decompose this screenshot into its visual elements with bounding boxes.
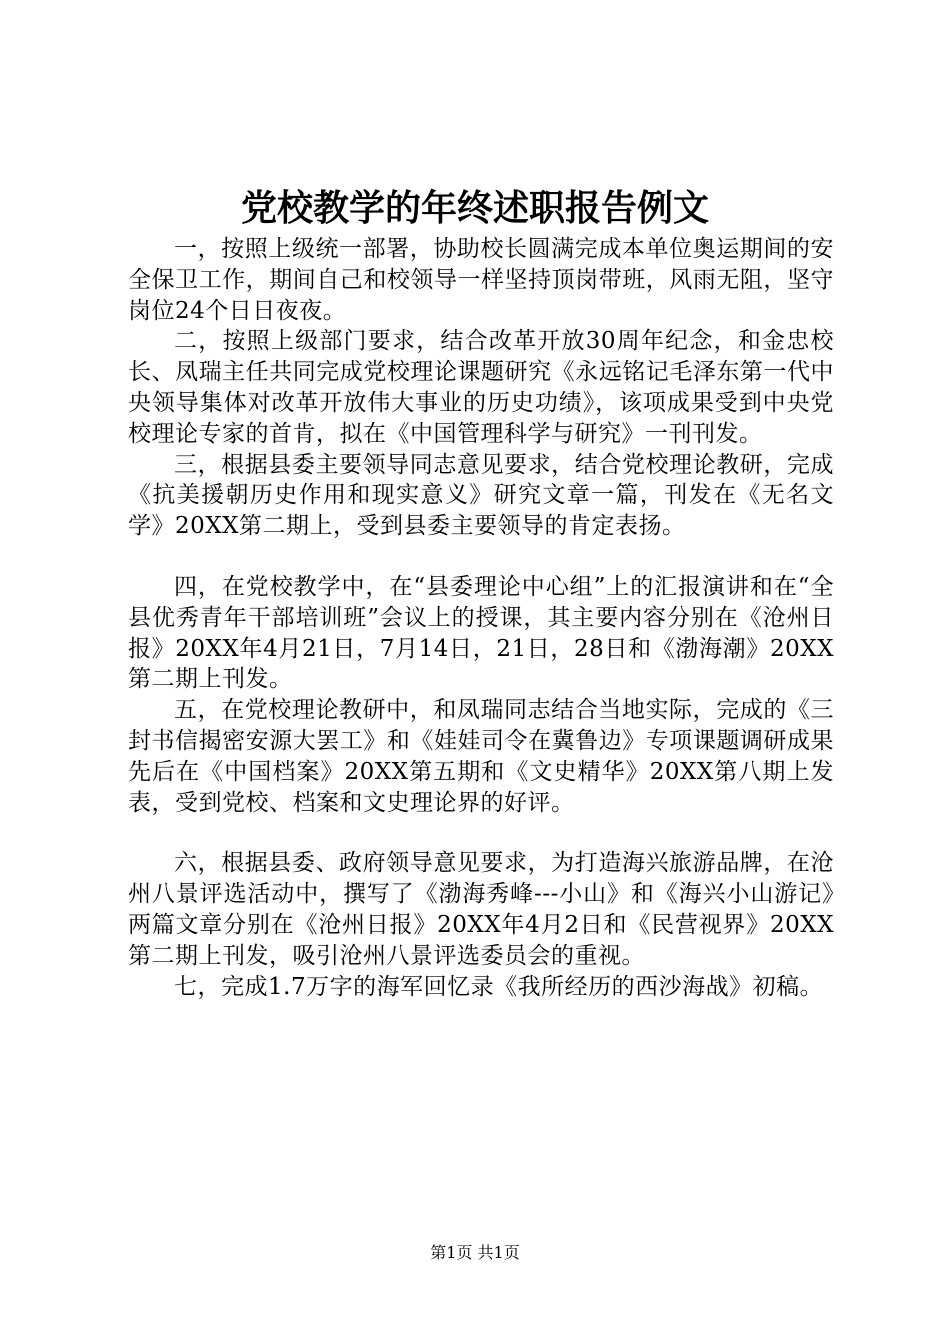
- paragraph-5: 五，在党校理论教研中，和凤瑞同志结合当地实际，完成的《三封书信揭密安源大罢工》和《娃娃司令在冀鲁边》专项课题调研成果先后在《中国档案》20XX第五期和《文史精华》20XX第八期上发表，受到党校、档案和文史理论界的好评。: [128, 697, 834, 816]
- paragraph-6: 六，根据县委、政府领导意见要求，为打造海兴旅游品牌，在沧州八景评选活动中，撰写了《渤海秀峰---小山》和《海兴小山游记》两篇文章分别在《沧州日报》20XX年4月2日和《民营视界》20XX第二期上刊发，吸引沧州八景评选委员会的重视。: [128, 850, 834, 969]
- paragraph-3: 三，根据县委主要领导同志意见要求，结合党校理论教研，完成《抗美援朝历史作用和现实意义》研究文章一篇，刊发在《无名文学》20XX第二期上，受到县委主要领导的肯定表扬。: [128, 451, 834, 540]
- paragraph-gap: [128, 542, 834, 572]
- paragraph-7: 七，完成1.7万字的海军回忆录《我所经历的西沙海战》初稿。: [174, 973, 824, 1000]
- document-title: 党校教学的年终述职报告例文: [240, 187, 709, 229]
- paragraph-gap: [128, 818, 834, 848]
- page-footer: 第1页 共1页: [430, 1243, 520, 1262]
- document-body: [128, 234, 834, 1002]
- paragraph-1: 一，按照上级统一部署，协助校长圆满完成本单位奥运期间的安全保卫工作，期间自己和校领导一样坚持顶岗带班，风雨无阻，坚守岗位24个日日夜夜。: [128, 236, 834, 324]
- paragraph-2: 二，按照上级部门要求，结合改革开放30周年纪念，和金忠校长、凤瑞主任共同完成党校理论课题研究《永远铭记毛泽东第一代中央领导集体对改革开放伟大事业的历史功绩》，该项成果受到中央党校理论专家的首肯，拟在《中国管理科学与研究》一刊刊发。: [128, 328, 834, 447]
- paragraph-4: 四，在党校教学中，在“县委理论中心组”上的汇报演讲和在“全县优秀青年干部培训班”会议上的授课，其主要内容分别在《沧州日报》20XX年4月21日，7月14日，21日，28日和《渤海潮》20XX第二期上刊发。: [128, 573, 834, 693]
